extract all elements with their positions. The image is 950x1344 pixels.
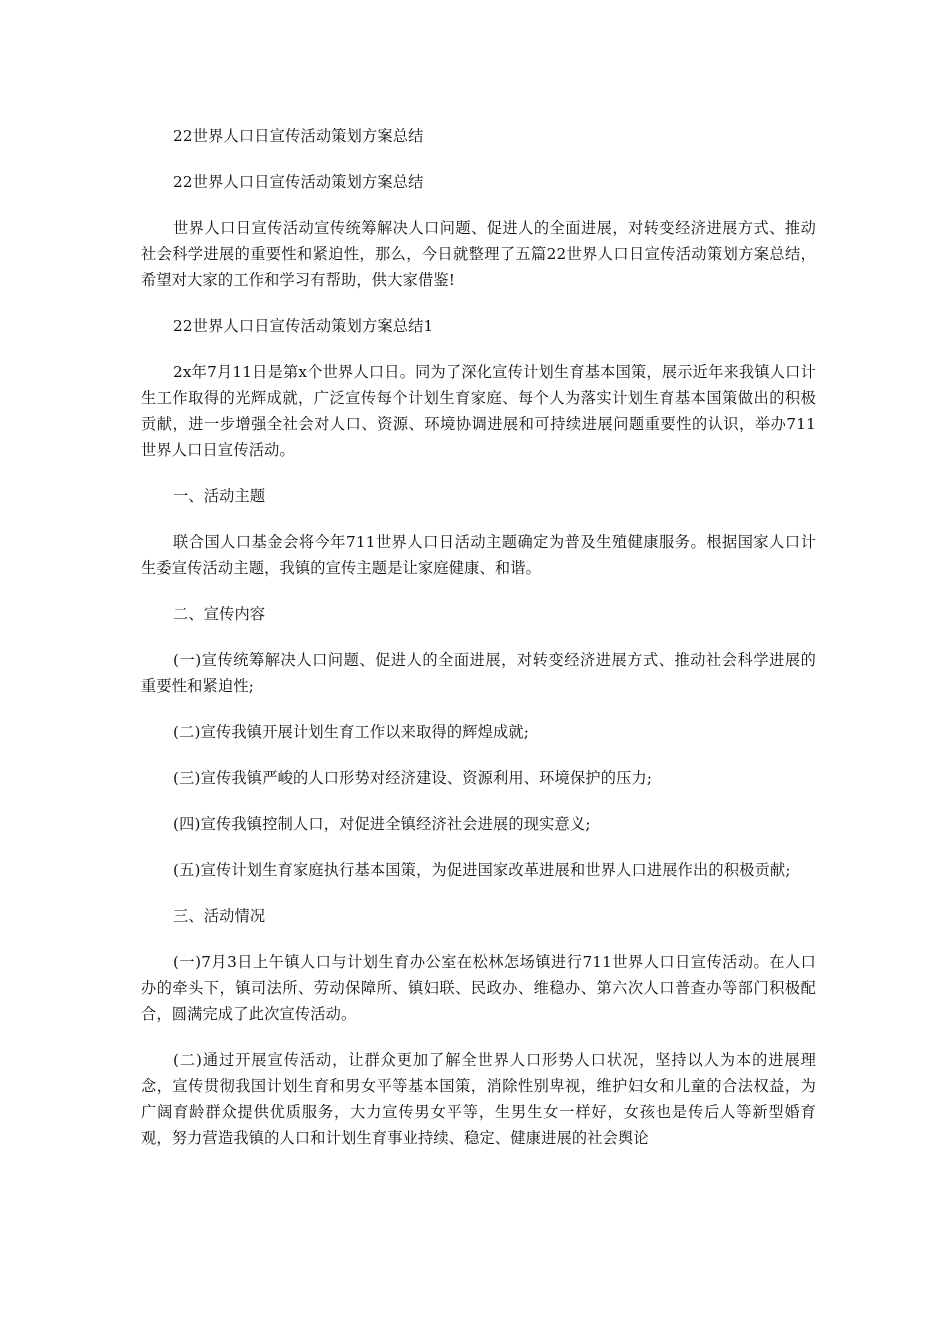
list-item: (一)宣传统筹解决人口问题、促进人的全面进展，对转变经济进展方式、推动社会科学进展的重要性和紧迫性; — [141, 651, 816, 695]
list-item: (二)通过开展宣传活动，让群众更加了解全世界人口形势人口状况，坚持以人为本的进展理念，宣传贯彻我国计划生育和男女平等基本国策，消除性别卑视，维护妇女和儿童的合法权益，为广阔育龄群众提供优质服务，大力宣传男女平等，生男生女一样好，女孩也是传后人等新型婚育观，努力营造我镇的人口和计划生育事业持续、稳定、健康进展的社会舆论 — [141, 1051, 816, 1147]
body-paragraph: 2x年7月11日是第x个世界人口日。同为了深化宣传计划生育基本国策，展示近年来我镇人口计生工作取得的光辉成就，广泛宣传每个计划生育家庭、每个人为落实计划生育基本国策做出的积极贡献，进一步增强全社会对人口、资源、环境协调进展和可持续进展问题重要性的认识，举办711世界人口日宣传活动。 — [141, 363, 816, 459]
list-item: (五)宣传计划生育家庭执行基本国策，为促进国家改革进展和世界人口进展作出的积极贡献; — [173, 861, 791, 879]
list-item: (二)宣传我镇开展计划生育工作以来取得的辉煌成就; — [173, 723, 530, 741]
section-heading: 22世界人口日宣传活动策划方案总结1 — [173, 317, 434, 335]
section-heading: 三、活动情况 — [173, 907, 266, 925]
list-item: (一)7月3日上午镇人口与计划生育办公室在松林怎场镇进行711世界人口日宣传活动。在人口办的牵头下，镇司法所、劳动保障所、镇妇联、民政办、维稳办、第六次人口普查办等部门积极配合，圆满完成了此次宣传活动。 — [141, 953, 816, 1023]
intro-paragraph: 世界人口日宣传活动宣传统筹解决人口问题、促进人的全面进展，对转变经济进展方式、推动社会科学进展的重要性和紧迫性，那么，今日就整理了五篇22世界人口日宣传活动策划方案总结，希望对大家的工作和学习有帮助，供大家借鉴! — [141, 219, 816, 289]
section-heading: 二、宣传内容 — [173, 605, 266, 623]
body-paragraph: 联合国人口基金会将今年711世界人口日活动主题确定为普及生殖健康服务。根据国家人口计生委宣传活动主题，我镇的宣传主题是让家庭健康、和谐。 — [141, 533, 816, 577]
section-heading: 一、活动主题 — [173, 487, 266, 505]
document-subtitle: 22世界人口日宣传活动策划方案总结 — [173, 173, 424, 191]
list-item: (四)宣传我镇控制人口，对促进全镇经济社会进展的现实意义; — [173, 815, 591, 833]
document-title: 22世界人口日宣传活动策划方案总结 — [173, 127, 424, 145]
list-item: (三)宣传我镇严峻的人口形势对经济建设、资源利用、环境保护的压力; — [173, 769, 653, 787]
